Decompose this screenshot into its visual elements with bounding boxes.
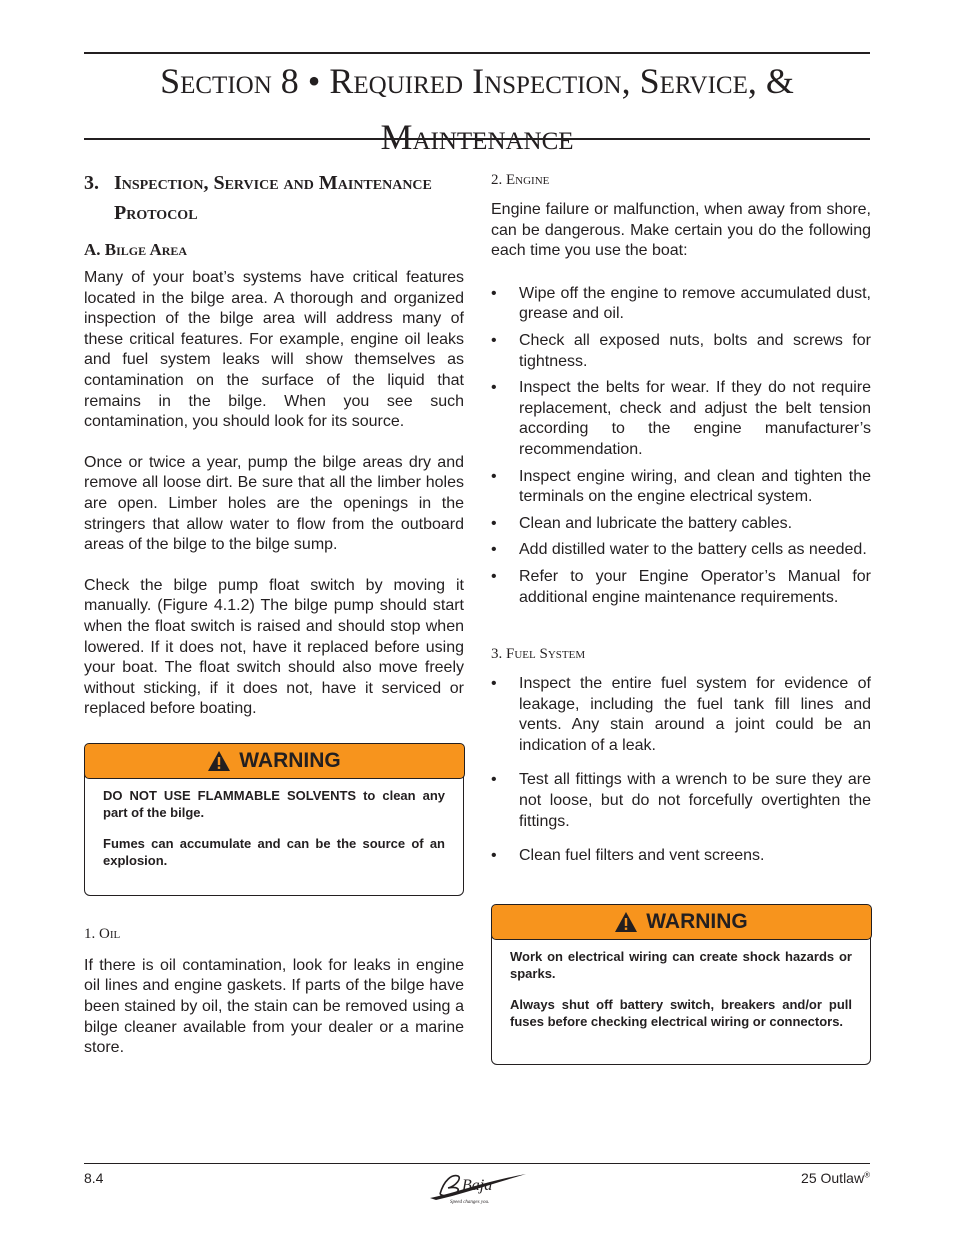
bullet: • (491, 541, 497, 559)
logo-wordmark: Baja (462, 1177, 493, 1194)
right-column (491, 168, 871, 1065)
warning-body (85, 779, 463, 881)
bilge-warning-box (84, 744, 464, 896)
bilge-paragraph-2: Once or twice a year, pump the bilge areas dry and remove all loose dirt. Be sure that all the limber holes are open. Limber holes are the openings in the stringers that allow water to flow from the outboard areas of the bilge to the bilge sump. (84, 453, 464, 554)
list-item: • Inspect engine wiring, and clean and tighten the terminals on the engine electrical system. (491, 467, 871, 506)
fuel-list (491, 674, 871, 867)
bullet: • (491, 847, 497, 865)
engine-heading: 2. Engine (491, 172, 550, 188)
engine-list (491, 284, 871, 608)
bullet: • (491, 284, 497, 302)
list-item: • Test all fittings with a wrench to be sure they are not loose, but do not forcefully overtighten the fittings. (491, 771, 871, 830)
bilge-paragraph-3: Check the bilge pump float switch by moving it manually. (Figure 4.1.2) The bilge pump should start when the float switch is raised and should stop when lowered. If it does not, have it replaced before using your boat. The float switch should also move freely without sticking, if it does not, have it serviced or replaced before boating. (84, 576, 464, 718)
oil-paragraph: If there is oil contamination, look for leaks in engine oil lines and engine gaskets. If parts of the bilge have been stained by oil, the stain can be removed using a bilge cleaner available from your dealer or a marine store. (84, 956, 464, 1057)
footer-rule (84, 1163, 870, 1164)
warning-header (491, 904, 872, 940)
engine-intro: Engine failure or malfunction, when away from shore, can be dangerous. Make certain you do the following each time you use the boat: (491, 201, 871, 260)
list-item: • Refer to your Engine Operator’s Manual for additional engine maintenance requirements. (491, 567, 871, 606)
section-title: Inspection, Service and Maintenance Protocol (114, 172, 432, 224)
oil-heading: 1. Oil (84, 925, 121, 942)
list-item: • Wipe off the engine to remove accumulated dust, grease and oil. (491, 284, 871, 323)
list-item: • Inspect the belts for wear. If they do not require replacement, check and adjust the belt tension according to the engine manufacturer’s recommendation. (491, 379, 871, 458)
page-number: 8.4 (84, 1170, 104, 1186)
page-title (84, 53, 870, 165)
model-text: 25 Outlaw (801, 1170, 865, 1186)
bilge-area-heading: A. Bilge Area (84, 240, 188, 259)
baja-logo (422, 1168, 532, 1204)
bullet: • (491, 379, 497, 397)
bullet: • (491, 514, 497, 532)
bullet: • (491, 467, 497, 485)
warning-triangle-icon (614, 911, 638, 933)
warning-line-1: DO NOT USE FLAMMABLE SOLVENTS to clean any part of the bilge. (103, 788, 445, 821)
left-column (84, 168, 464, 1059)
warning-header (84, 743, 465, 779)
page-title-line-2: Maintenance (380, 117, 574, 157)
electrical-warning-box (491, 905, 871, 1065)
list-item: • Clean fuel filters and vent screens. (491, 846, 871, 867)
registered-mark: ® (864, 1170, 870, 1180)
warning-line-1: Work on electrical wiring can create shock hazards or sparks. (510, 949, 852, 982)
bilge-paragraph-1: Many of your boat’s systems have critical features located in the bilge area. A thorough and organized inspection of the bilge area will address many of these critical features. For example, engine oil leaks and fuel system leaks will show themselves as contamination on the surface of the liquid that remains in the bilge. When you see such contamination, you should look for its source. (84, 269, 464, 431)
bullet: • (491, 331, 497, 349)
section-heading (84, 168, 464, 228)
list-item: • Add distilled water to the battery cells as needed. (491, 540, 871, 561)
list-item: • Inspect the entire fuel system for evidence of leakage, including the fuel tank fill lines and vents. Any stain around a joint could be an indication of a leak. (491, 675, 871, 754)
warning-line-2: Fumes can accumulate and can be the source of an explosion. (103, 836, 445, 869)
list-item: • Check all exposed nuts, bolts and screws for tightness. (491, 331, 871, 370)
warning-label: WARNING (239, 749, 341, 773)
bullet: • (491, 567, 497, 585)
warning-label: WARNING (646, 910, 748, 934)
model-name (801, 1170, 870, 1186)
header-bottom-rule (84, 138, 870, 140)
warning-line-2: Always shut off battery switch, breakers and/or pull fuses before checking electrical wiring or connectors. (510, 997, 852, 1030)
page-title-line-1: Section 8 • Required Inspection, Service, & (160, 61, 794, 101)
bullet: • (491, 771, 497, 789)
logo-tagline: Speed changes you. (450, 1200, 490, 1204)
list-item: • Clean and lubricate the battery cables. (491, 514, 871, 535)
warning-body (492, 940, 870, 1042)
section-number: 3. (84, 172, 99, 194)
fuel-system-heading: 3. Fuel System (491, 646, 586, 663)
warning-triangle-icon (207, 750, 231, 772)
bullet: • (491, 675, 497, 693)
